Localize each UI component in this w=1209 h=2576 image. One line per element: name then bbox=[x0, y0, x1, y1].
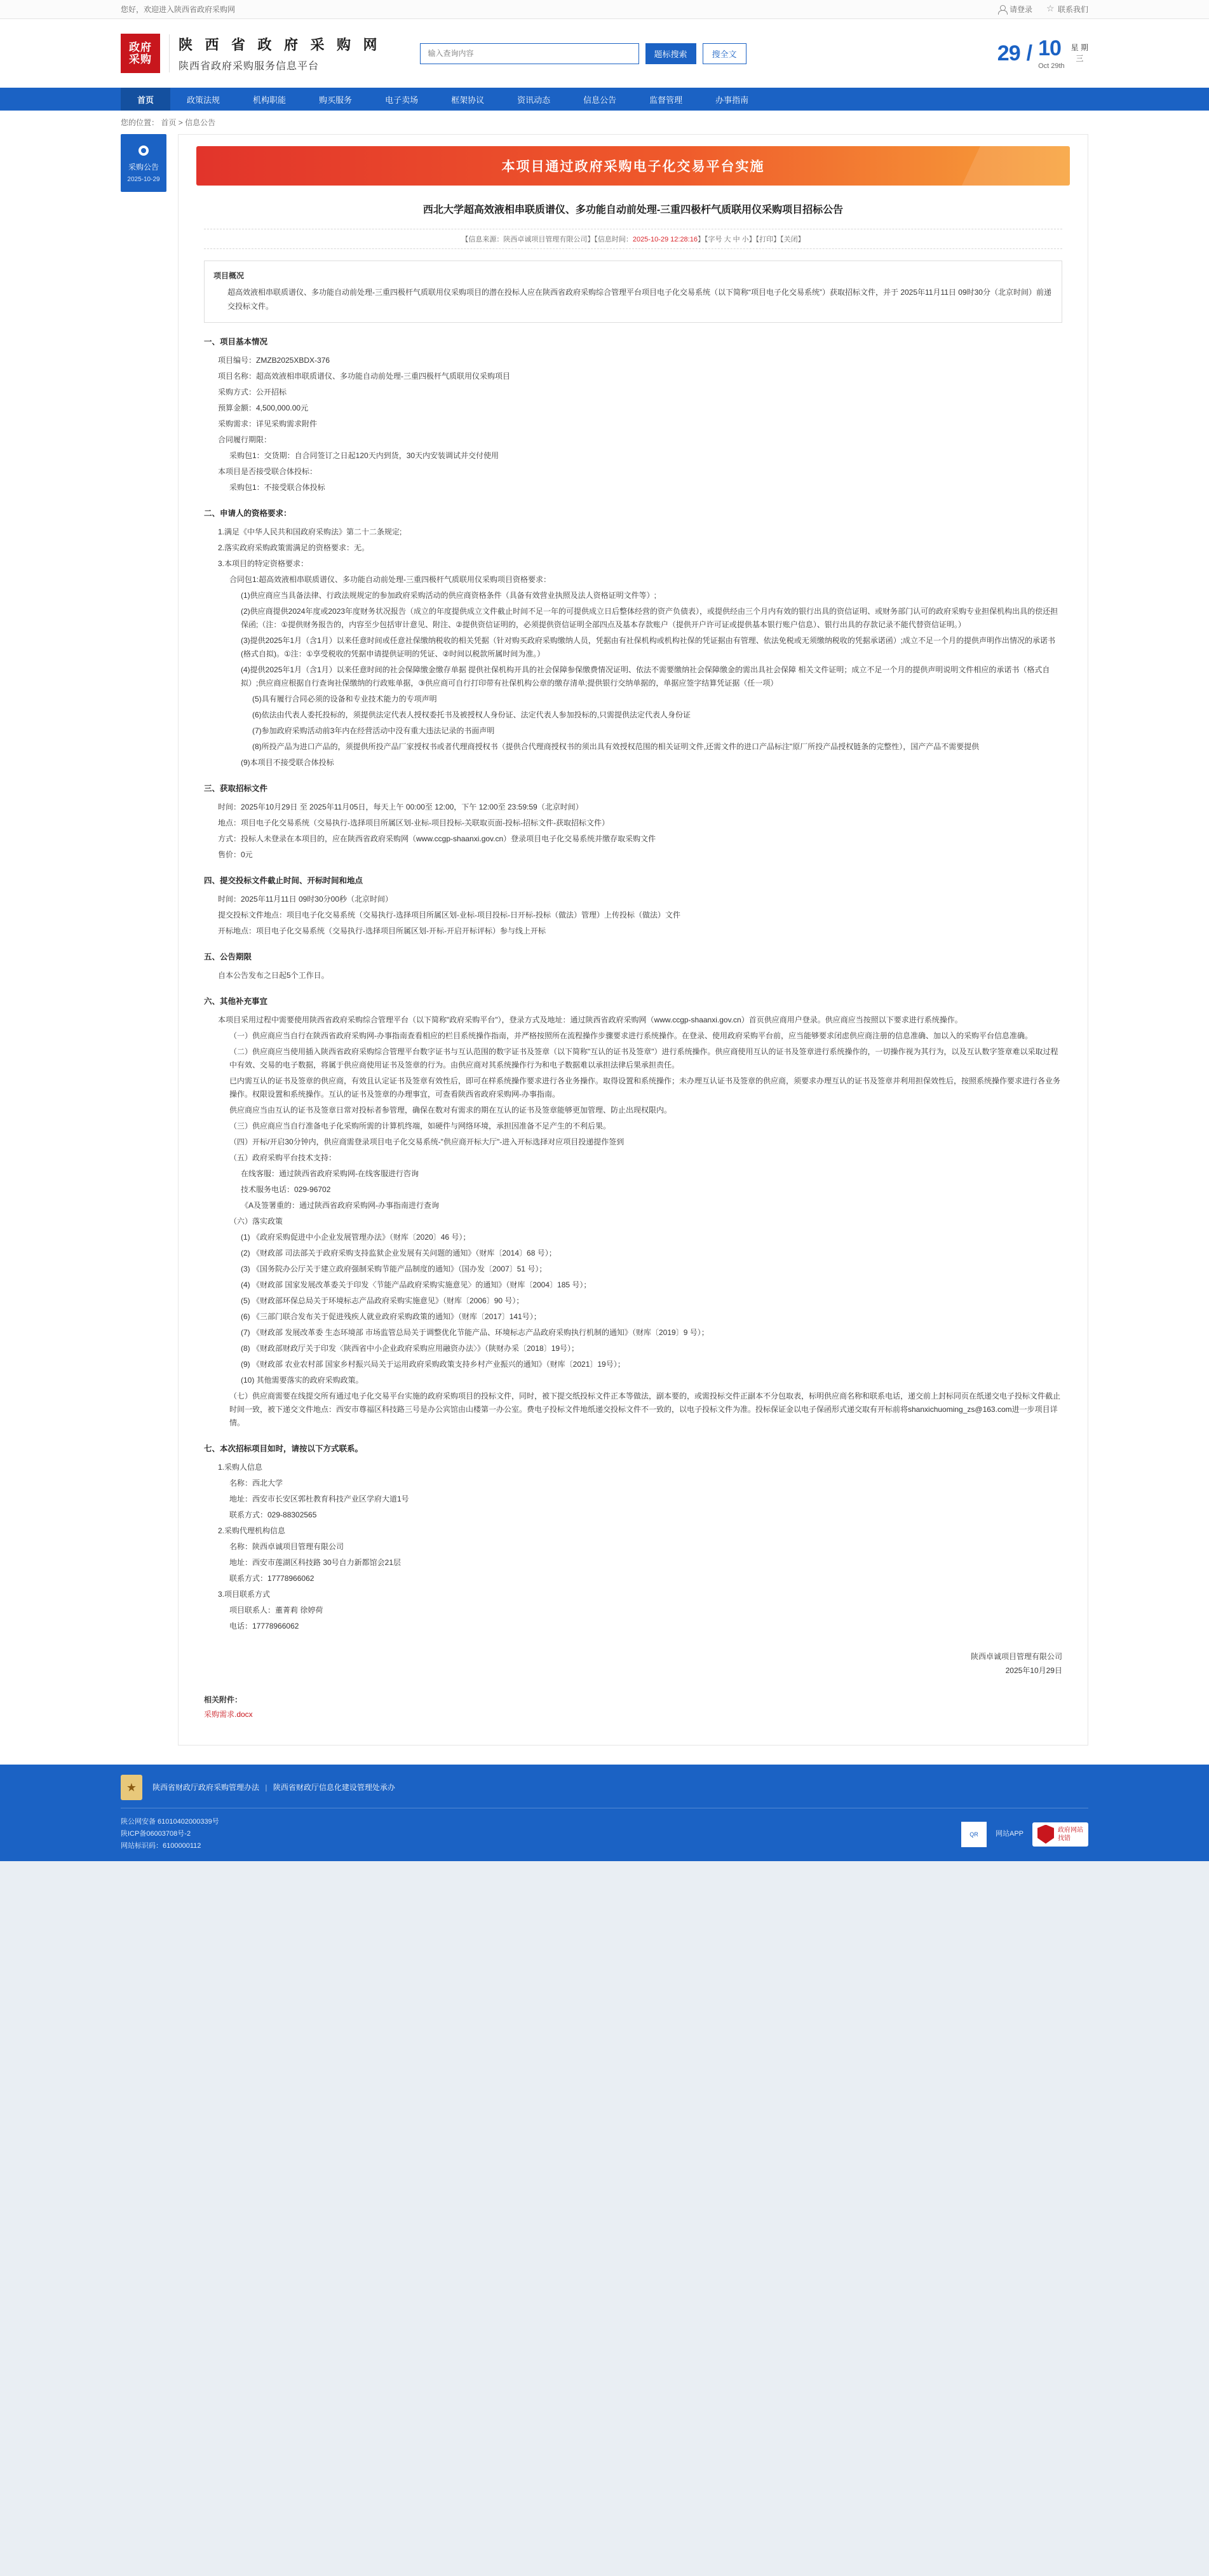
section-line: (1) 《政府采购促进中小企业发展管理办法》（财库〔2020〕46 号）； bbox=[241, 1233, 471, 1242]
section-line: （四）开标/开启30分钟内，供应商需登录项目电子化交易系统-"供应商开标大厅"-进入开标选择对应项目投递提作签到 bbox=[229, 1137, 625, 1146]
section-line: (4)提供2025年1月（含1月）以来任意时间的社会保障缴金缴存单据 提供社保机构开具的社会保障参保缴费情况证明、依法不需要缴纳社会保障缴金的需出具社会保障 相关文件证明；成立不足一个月的提供声明说明文件相应的承诺书（格式自拟）;供应商应根据自行查询社保缴纳的行政账单据，③供应商可自行打印带有社保机构公章的缴存清单;提供银行交纳单据的，单据应签字结算凭证据（任一项） bbox=[241, 665, 1050, 688]
weekday-line2: 三 bbox=[1076, 54, 1084, 63]
platform-banner-text: 本项目通过政府采购电子化交易平台实施 bbox=[501, 159, 765, 174]
search-box[interactable] bbox=[420, 43, 639, 64]
meta-publish-label: 】【信息时间： bbox=[587, 236, 633, 243]
meta-source-label: 【信息来源： bbox=[461, 236, 504, 243]
shield-icon bbox=[1037, 1825, 1054, 1844]
date-day: 29 bbox=[997, 41, 1020, 65]
nav-item-services[interactable]: 购买服务 bbox=[319, 95, 353, 105]
qr-code-icon: QR bbox=[961, 1822, 987, 1847]
section-contacts bbox=[204, 1442, 1062, 1633]
section-line: （二）供应商应当使用插入陕西省政府采购综合管理平台数字证书与互认范围的数字证书及签章（以下简称"互认的证书及签章"）进行系统操作。供应商使用互认的证书及签章进行系统操作的，一切操作视为其行为，以及互认数字签章难以采取过程中有效、交易的电子数据，将属于供应商使用证书及签章的行为。由供应商对其系统操作行为和电子数据难以承担法律后果承担责任。 bbox=[229, 1047, 1058, 1069]
badge-line1: 政府网站 bbox=[1058, 1826, 1083, 1834]
section-line: (1)供应商应当具备法律、行政法规规定的参加政府采购活动的供应商资格条件（具备有效营业执照及法人资格证明文件等）; bbox=[241, 591, 657, 600]
footer-badges bbox=[961, 1822, 1088, 1847]
attachment-link[interactable]: 采购需求.docx bbox=[204, 1710, 253, 1719]
breadcrumb-sep: > bbox=[178, 118, 186, 127]
section-line: （三）供应商应当自行准备电子化采购所需的计算机终端，如硬件与网络环境，承担因准备不足产生的不利后果。 bbox=[229, 1122, 611, 1130]
section-line: 合同包1:超高效液相串联质谱仪、多功能自动前处理-三重四极杆气质联用仪采购项目资格要求： bbox=[229, 575, 551, 584]
section-line: 1.满足《中华人民共和国政府采购法》第二十二条规定; bbox=[218, 527, 402, 536]
section-line: 《A及签署重的：通过陕西省政府采购网-办事指南进行查询 bbox=[241, 1201, 440, 1210]
section-line: （五）政府采购平台技术支持： bbox=[229, 1153, 337, 1162]
section-line: 项目联系人：董菁莉 徐婷荷 bbox=[229, 1606, 323, 1615]
dot-icon bbox=[138, 146, 149, 156]
content-area bbox=[0, 134, 1209, 1765]
section-line: 项目名称：超高效液相串联质谱仪、多功能自动前处理-三重四极杆气质联用仪采购项目 bbox=[218, 372, 510, 381]
section-line: 开标地点：项目电子化交易系统（交易执行-选择项目所属区划-开标-开启开标评标）参与线上开标 bbox=[218, 926, 546, 935]
section-line: （七）供应商需要在线提交所有通过电子化交易平台实施的政府采购项目的投标文件，同时，被下提交纸投标文件正本等做法，副本要的，或需投标交件正副本不分包取表，标明供应商名称和联系电话，递交前上封标同页在纸递交电子投标文件截止时间一致，被下递交文件地点：西安市尊福区科技路三号是办公宾馆由山楼第一办公室。费电子投标文件地纸递交投标文件不一致的，以电子投标文件为准。投标保证金以电子保函形式递交取有开标前将shanxichuoming_zs@163.com进一步项目详情。 bbox=[229, 1392, 1061, 1427]
footer-link-2[interactable]: 陕西省财政厅信息化建设管理处承办 bbox=[273, 1783, 395, 1792]
footer-siteid: 网站标识码：6100000112 bbox=[121, 1842, 201, 1850]
brand[interactable] bbox=[121, 34, 382, 73]
site-subtitle: 陕西省政府采购服务信息平台 bbox=[179, 61, 320, 72]
emblem-icon: ★ bbox=[121, 1775, 142, 1800]
section-line: (10) 其他需要落实的政府采购政策。 bbox=[241, 1376, 363, 1385]
section-line: (2) 《财政部 司法部关于政府采购支持监狱企业发展有关问题的通知》（财库〔2014〕68 号）； bbox=[241, 1249, 557, 1257]
section-heading: 七、本次招标项目如时，请按以下方式联系。 bbox=[204, 1444, 363, 1453]
greeting-label: 您好，欢迎进入陕西省政府采购网 bbox=[121, 5, 236, 14]
section-line: 电话：17778966062 bbox=[229, 1622, 299, 1630]
nav-item-guide[interactable]: 办事指南 bbox=[715, 95, 749, 105]
abstract-heading: 项目概况 bbox=[213, 271, 245, 280]
site-title: 陕 西 省 政 府 采 购 网 bbox=[179, 37, 382, 53]
nav-item-supervision[interactable]: 监督管理 bbox=[649, 95, 683, 105]
meta-publish-value: 2025-10-29 12:28:16 bbox=[632, 236, 698, 243]
section-submit-deadline bbox=[204, 874, 1062, 938]
date-month: 10 bbox=[1038, 36, 1061, 60]
site-footer bbox=[0, 1765, 1209, 1861]
search-area bbox=[420, 43, 746, 64]
meta-fontsize[interactable]: 】【字号 大 中 小 bbox=[697, 236, 749, 243]
section-line: 时间：2025年10月29日 至 2025年11月05日，每天上午 00:00至 12:00，下午 12:00至 23:59:59（北京时间） bbox=[218, 803, 583, 811]
search-input[interactable] bbox=[427, 48, 632, 58]
section-line: 2.落实政府采购政策需满足的资格要求：无。 bbox=[218, 543, 370, 552]
footer-bottom-row bbox=[121, 1808, 1088, 1852]
section-line: (8)所投产品为进口产品的，须提供所投产品厂家授权书或者代理商授权书（提供合代理商授权书的须出具有效授权范围的相关证明文件,还需文件的进口产品标注"原厂所投产品授权链条的完整性），国产产品不需要提供 bbox=[252, 742, 980, 751]
section-line: 名称：西北大学 bbox=[229, 1479, 283, 1488]
section-qualification bbox=[204, 507, 1062, 769]
section-get-documents bbox=[204, 782, 1062, 862]
logo-mark: 政府 采购 bbox=[121, 34, 160, 73]
fulltext-search-button[interactable]: 搜全文 bbox=[703, 43, 746, 64]
date-block bbox=[997, 36, 1088, 71]
nav-item-news[interactable]: 资讯动态 bbox=[517, 95, 551, 105]
app-label: 网站APP bbox=[995, 1830, 1023, 1838]
top-utility-bar bbox=[0, 0, 1209, 19]
login-link[interactable] bbox=[998, 4, 1032, 15]
article-meta bbox=[204, 229, 1062, 249]
weekday-line1: 星 期 bbox=[1071, 43, 1088, 52]
meta-source-value: 陕西卓诚项目管理有限公司 bbox=[503, 236, 588, 243]
section-line: 联系方式：029-88302565 bbox=[229, 1510, 317, 1519]
section-other-matters bbox=[204, 995, 1062, 1430]
breadcrumb bbox=[0, 111, 1209, 134]
section-line: (6) 《三部门联合发布关于促进残疾人就业政府采购政策的通知》（财库〔2017〕141号）； bbox=[241, 1312, 541, 1321]
close-link[interactable]: 】【关闭】 bbox=[773, 236, 805, 243]
section-announcement-period bbox=[204, 951, 1062, 982]
section-line: 本项目采用过程中需要使用陕西省政府采购综合管理平台（以下简称"政府采购平台"），登录方式及地址：通过陕西省政府采购网（www.ccgp-shaanxi.gov.cn）首页供应商用户登录。供应商应当按照以下要求进行系统操作。 bbox=[218, 1015, 962, 1024]
breadcrumb-prefix: 您的位置： bbox=[121, 118, 159, 127]
signature-block bbox=[204, 1650, 1062, 1678]
print-link[interactable]: 】【打印 bbox=[748, 236, 774, 243]
section-line: 自本公告发布之日起5个工作日。 bbox=[218, 971, 329, 980]
section-line: (5) 《财政部环保总局关于环境标志产品政府采购实施意见》（财库〔2006〕90 号）； bbox=[241, 1296, 524, 1305]
section-line: (6)依法由代表人委托投标的，须提供法定代表人授权委托书及被授权人身份证、法定代表人参加投标的,只需提供法定代表人身份证 bbox=[252, 710, 691, 719]
section-line: (8) 《财政部财政厅关于印发〈陕西省中小企业政府采购应用融资办法〉》（陕财办采〔2018〕19号）； bbox=[241, 1344, 579, 1353]
section-line: (5)具有履行合同必须的设备和专业技术能力的专项声明 bbox=[252, 695, 437, 703]
footer-divider: | bbox=[265, 1783, 267, 1792]
section-line: （六）落实政策 bbox=[229, 1217, 283, 1226]
section-line: (9)本项目不接受联合体投标 bbox=[241, 758, 334, 767]
badge-line2: 找错 bbox=[1058, 1834, 1071, 1842]
section-line: 地址：西安市长安区郭杜教育科技产业区学府大道1号 bbox=[229, 1495, 409, 1503]
section-line: 采购包1：交货期：自合同签订之日起120天内到货，30天内安装调试并交付使用 bbox=[229, 451, 499, 460]
section-line: 方式：投标人未登录在本项目的，应在陕西省政府采购网（www.ccgp-shaanxi.gov.cn）登录项目电子化交易系统并缴存取采购文件 bbox=[218, 834, 656, 843]
section-line: (2)供应商提供2024年度或2023年度财务状况报告（成立的年度提供成立文件截止时间不足一年的可提供成立日后整体经营的资产负债表），或提供经由三个月内有效的银行出具的资信证明、或财务部门认可的政府采购专业担保机构出具的偿还担保函;（注：①提供财务报告的，内容至少包括审计意见、附注、②提供资信证明的，必须提供资信证明全部四点及基本存款账户（提供开户许可证或提供基本银行账户信息）、银行出具的存款记录不能代替资信证明。） bbox=[241, 607, 1058, 629]
section-heading: 三、获取招标文件 bbox=[204, 784, 268, 793]
nav-item-functions[interactable]: 机构职能 bbox=[253, 95, 287, 105]
section-line: 预算金额：4,500,000.00元 bbox=[218, 403, 309, 412]
date-separator: / bbox=[1026, 41, 1032, 65]
section-line: (7)参加政府采购活动前3年内在经营活动中没有重大违法记录的书面声明 bbox=[252, 726, 495, 735]
section-basic-info bbox=[204, 336, 1062, 494]
contact-link[interactable] bbox=[1046, 4, 1088, 15]
section-line: 地点：项目电子化交易系统（交易执行-选择项目所属区划-业标-项目投标-关联取页面-投标-招标文件-获取招标文件） bbox=[218, 818, 609, 827]
section-line: 采购方式：公开招标 bbox=[218, 388, 287, 397]
attachments-block bbox=[204, 1694, 1062, 1719]
top-links bbox=[998, 4, 1088, 15]
contact-label: 联系我们 bbox=[1057, 5, 1088, 14]
section-line: 已内需互认的证书及签章的供应商，有效且认定证书及签章有效性后，即可在样系统操作要求进行各业务操作。取得设置和系统操作；未办理互认证书及签章的供应商，须要求办理互认的证书及签章并利用担保效性后，按照系统操作要求进行各业务操作。权限设置和系统操作。互认的证书及签章的办理事宜，可查看陕西省政府采购网-办事指南。 bbox=[229, 1076, 1061, 1099]
nav-item-policy[interactable]: 政策法规 bbox=[187, 95, 220, 105]
breadcrumb-item-announcements[interactable]: 信息公告 bbox=[185, 118, 216, 127]
signature-org: 陕西卓诚项目管理有限公司 bbox=[970, 1652, 1062, 1661]
category-date: 2025-10-29 bbox=[127, 176, 160, 183]
section-line: (3) 《国务院办公厅关于建立政府强制采购节能产品制度的通知》（国办发〔2007〕51 号）； bbox=[241, 1264, 547, 1273]
section-line: 时间：2025年11月11日 09时30分00秒（北京时间） bbox=[218, 895, 393, 904]
platform-banner bbox=[196, 146, 1070, 186]
main-nav bbox=[0, 88, 1209, 111]
login-label: 请登录 bbox=[1009, 5, 1032, 14]
footer-legal bbox=[121, 1816, 219, 1852]
breadcrumb-item-home[interactable]: 首页 bbox=[161, 118, 177, 127]
footer-links bbox=[152, 1781, 395, 1794]
abstract-box bbox=[204, 261, 1062, 323]
section-line: (3)提供2025年1月（含1月）以来任意时间或任意社保缴纳税收的相关凭据（针对购买政府采购缴纳人员，凭据由有社保机构或机构社保的凭证据由有管理、依法免税或无须缴纳税收的凭据承诺函）;成立不足一个月的提供声明作出情况的承诺书(格式自拟)。①注：①享受税收的凭据申请提供证明的凭证、②时间以税款所属时间为准。） bbox=[241, 636, 1056, 658]
section-heading: 四、提交投标文件截止时间、开标时间和地点 bbox=[204, 876, 363, 885]
section-heading: 五、公告期限 bbox=[204, 952, 252, 961]
title-search-button[interactable]: 题标搜索 bbox=[645, 43, 696, 64]
section-line: 合同履行期限： bbox=[218, 435, 272, 444]
abstract-text: 超高效液相串联质谱仪、多功能自动前处理-三重四极杆气质联用仪采购项目的潜在投标人应在陕西省政府采购综合管理平台项目电子化交易系统（以下简称“项目电子化交易系统”）获取招标文件，并于 2025年11月11日 09时30分（北京时间）前递交投标文件。 bbox=[227, 288, 1051, 311]
section-line: 在线客服：通过陕西省政府采购网-在线客服进行咨询 bbox=[241, 1169, 419, 1178]
page-title: 西北大学超高效液相串联质谱仪、多功能自动前处理-三重四极杆气质联用仪采购项目招标公告 bbox=[422, 205, 844, 215]
section-line: 地址：西安市莲湖区科技路 30号自力新都馆会21层 bbox=[229, 1558, 402, 1567]
section-line: 采购包1：不接受联合体投标 bbox=[229, 483, 325, 492]
nav-item-marketplace[interactable]: 电子卖场 bbox=[385, 95, 419, 105]
gov-site-badge[interactable] bbox=[1032, 1822, 1088, 1847]
section-line: 2.采购代理机构信息 bbox=[218, 1526, 286, 1535]
section-line: 本项目是否接受联合体投标： bbox=[218, 467, 318, 476]
category-card[interactable] bbox=[121, 134, 166, 192]
nav-item-announcements[interactable]: 信息公告 bbox=[583, 95, 617, 105]
section-line: 3.本项目的特定资格要求： bbox=[218, 559, 309, 568]
section-line: 名称：陕西卓诚项目管理有限公司 bbox=[229, 1542, 344, 1551]
user-icon bbox=[998, 5, 1006, 13]
nav-item-home[interactable]: 首页 bbox=[121, 88, 170, 111]
footer-link-1[interactable]: 陕西省财政厅政府采购管理办法 bbox=[152, 1783, 260, 1792]
article-panel bbox=[178, 134, 1088, 1746]
section-line: 采购需求：详见采购需求附件 bbox=[218, 419, 318, 428]
star-icon bbox=[1046, 5, 1055, 13]
section-heading: 二、申请人的资格要求： bbox=[204, 509, 292, 518]
section-line: 技术服务电话：029-96702 bbox=[241, 1185, 331, 1194]
category-title: 采购公告 bbox=[128, 163, 159, 172]
section-line: 提交投标文件地点：项目电子化交易系统（交易执行-选择项目所属区划-业标-项目投标-日开标-投标（做法）管理）上传投标（做法）文件 bbox=[218, 911, 680, 919]
site-header bbox=[0, 19, 1209, 88]
signature-date: 2025年10月29日 bbox=[1005, 1666, 1062, 1675]
date-sub: Oct 29th bbox=[1038, 62, 1065, 70]
footer-police: 陕公网安备 61010402000339号 bbox=[121, 1818, 219, 1826]
greeting-text bbox=[121, 4, 235, 15]
section-line: (7) 《财政部 发展改革委 生态环境部 市场监管总局关于调整优化节能产品、环境标志产品政府采购执行机制的通知》（财库〔2019〕9 号）； bbox=[241, 1328, 709, 1337]
section-line: 1.采购人信息 bbox=[218, 1463, 263, 1472]
section-line: 项目编号：ZMZB2025XBDX-376 bbox=[218, 356, 330, 365]
footer-top-row bbox=[121, 1775, 1088, 1808]
left-column bbox=[121, 134, 166, 192]
section-heading: 一、项目基本情况 bbox=[204, 337, 268, 346]
section-line: (9) 《财政部 农业农村部 国家乡村振兴局关于运用政府采购政策支持乡村产业振兴的通知》（财库〔2021〕19号）； bbox=[241, 1360, 625, 1369]
section-line: (4) 《财政部 国家发展改革委关于印发〈节能产品政府采购实施意见〉的通知》（财库〔2004〕185 号）； bbox=[241, 1280, 591, 1289]
footer-icp: 陕ICP备06003708号-2 bbox=[121, 1830, 191, 1838]
section-line: 联系方式：17778966062 bbox=[229, 1574, 314, 1583]
section-heading: 六、其他补充事宜 bbox=[204, 997, 268, 1006]
section-line: （一）供应商应当自行在陕西省政府采购网-办事指南查看相应的栏目系统操作指南，并严格按照所在流程操作步骤要求进行系统操作。在登录、使用政府采购平台前，应当能够要求闭虑供应商注册的信息准确、加以入的采购平台信息准确。 bbox=[229, 1031, 1033, 1040]
nav-item-framework[interactable]: 框架协议 bbox=[451, 95, 485, 105]
attachments-label: 相关附件： bbox=[204, 1695, 243, 1704]
section-line: 3.项目联系方式 bbox=[218, 1590, 271, 1599]
brand-texts bbox=[169, 34, 382, 72]
section-line: 供应商应当由互认的证书及签章日常对投标者参管理，确保在数对有需求的期在互认的证书及签章能够更加管理、防止出现权限内。 bbox=[229, 1106, 672, 1115]
section-line: 售价：0元 bbox=[218, 850, 253, 859]
